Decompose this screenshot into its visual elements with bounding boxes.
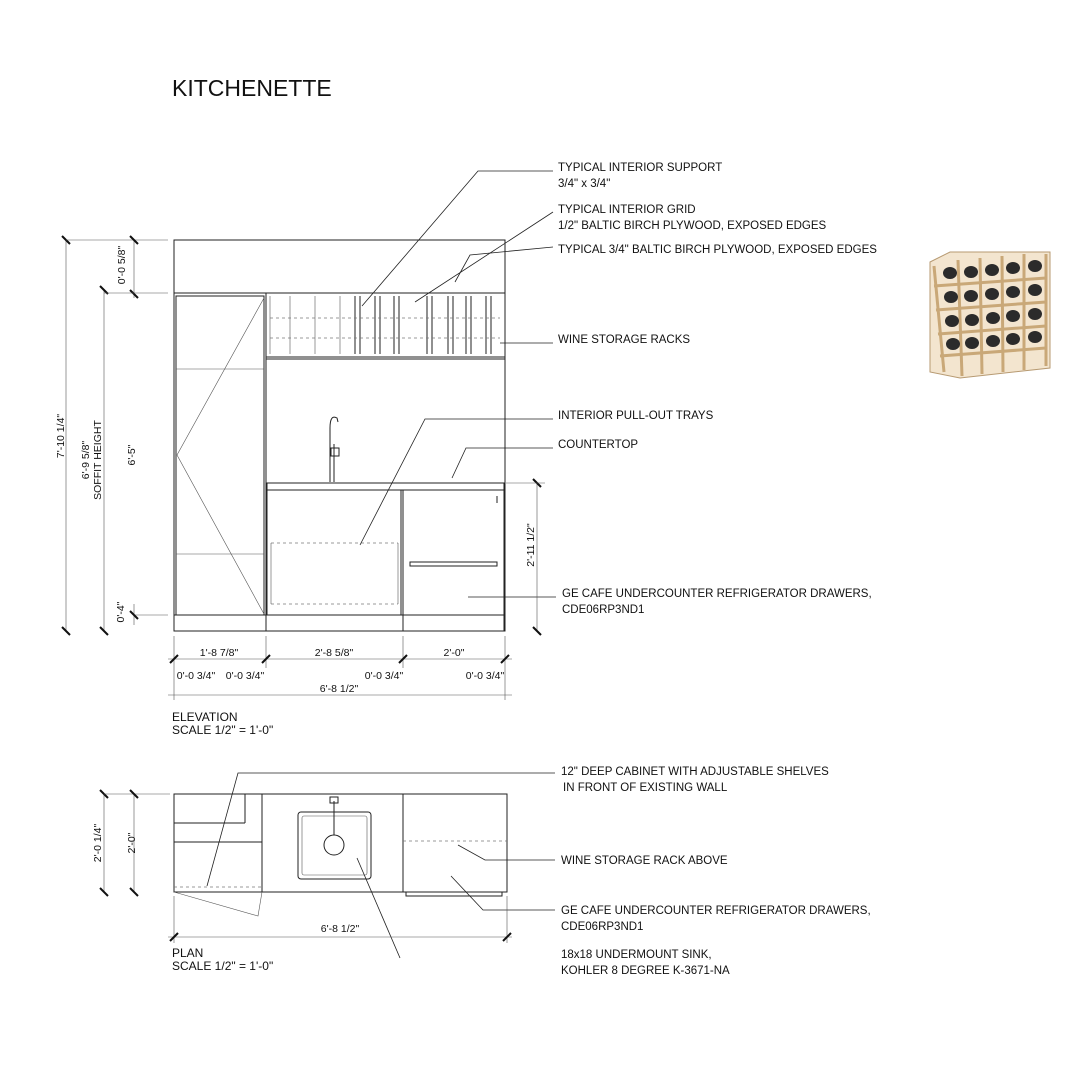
door-swing xyxy=(177,298,264,614)
sink-drain xyxy=(324,835,344,855)
wine-rack xyxy=(266,293,505,357)
dim-total-height: 7'-10 1/4" xyxy=(55,413,67,459)
dim-reveal-4: 0'-0 3/4" xyxy=(465,670,505,682)
note-plan-fridge-model: CDE06RP3ND1 xyxy=(561,921,644,933)
note-interior-grid-material: 1/2" BALTIC BIRCH PLYWOOD, EXPOSED EDGES xyxy=(558,220,827,232)
elevation-label: ELEVATION xyxy=(172,710,238,724)
plan-notes xyxy=(207,766,871,977)
note-countertop: COUNTERTOP xyxy=(558,439,639,451)
dim-total-width: 6'-8 1/2" xyxy=(319,683,359,695)
dim-width-left: 1'-8 7/8" xyxy=(199,647,239,659)
note-fridge-model: CDE06RP3ND1 xyxy=(562,604,645,616)
plan-outline xyxy=(174,794,507,892)
dim-counter-height: 2'-11 1/2" xyxy=(525,523,537,567)
dim-reveal-3: 0'-0 3/4" xyxy=(364,670,404,682)
dim-soffit-label: SOFFIT HEIGHT xyxy=(92,420,104,500)
fridge-drawers xyxy=(403,490,504,631)
note-fridge: GE CAFE UNDERCOUNTER REFRIGERATOR DRAWERS, xyxy=(562,588,872,600)
note-sink-model: KOHLER 8 DEGREE K-3671-NA xyxy=(561,965,730,977)
elevation-vertical-dims xyxy=(55,236,545,635)
dim-plan-width: 6'-8 1/2" xyxy=(320,923,360,935)
tall-cabinet xyxy=(176,296,264,615)
note-interior-support: TYPICAL INTERIOR SUPPORT xyxy=(558,162,723,174)
dim-plan-depth-inner: 2'-0" xyxy=(126,832,138,854)
dim-top-gap: 0'-0 5/8" xyxy=(116,245,128,285)
countertop xyxy=(267,483,504,490)
dim-reveal-2: 0'-0 3/4" xyxy=(225,670,265,682)
plan-drawing xyxy=(174,794,507,916)
elevation-scale: SCALE 1/2" = 1'-0" xyxy=(172,723,274,737)
note-plywood: TYPICAL 3/4" BALTIC BIRCH PLYWOOD, EXPOSED EDGES xyxy=(558,244,877,256)
dim-soffit-height: 6'-9 5/8" xyxy=(80,440,92,480)
elevation-notes xyxy=(360,162,877,616)
note-interior-grid: TYPICAL INTERIOR GRID xyxy=(558,204,696,216)
dim-width-right: 2'-0" xyxy=(443,647,465,659)
wine-rack-dividers xyxy=(270,296,500,354)
note-wine-racks: WINE STORAGE RACKS xyxy=(558,334,691,346)
note-deep-cabinet: 12" DEEP CABINET WITH ADJUSTABLE SHELVES xyxy=(561,766,829,778)
wine-rack-illustration xyxy=(930,252,1050,378)
note-pullout-trays: INTERIOR PULL-OUT TRAYS xyxy=(558,410,714,422)
elevation-drawing xyxy=(174,240,505,631)
dim-reveal-1: 0'-0 3/4" xyxy=(176,670,216,682)
sink-cabinet xyxy=(267,490,401,615)
note-plan-fridge: GE CAFE UNDERCOUNTER REFRIGERATOR DRAWERS, xyxy=(561,905,871,917)
dim-base: 0'-4" xyxy=(115,601,127,623)
page-title: KITCHENETTE xyxy=(172,75,332,101)
note-wine-rack-above: WINE STORAGE RACK ABOVE xyxy=(561,855,728,867)
note-existing-wall: IN FRONT OF EXISTING WALL xyxy=(563,782,728,794)
dim-width-middle: 2'-8 5/8" xyxy=(314,647,354,659)
plan-scale: SCALE 1/2" = 1'-0" xyxy=(172,959,274,973)
note-interior-support-size: 3/4" x 3/4" xyxy=(558,178,611,190)
plan-door-swing xyxy=(174,892,262,916)
plan-fridge-front xyxy=(406,892,502,896)
elevation-outline xyxy=(174,240,505,631)
note-sink: 18x18 UNDERMOUNT SINK, xyxy=(561,949,712,961)
dim-interior-height: 6'-5" xyxy=(126,444,138,466)
dim-plan-depth-outer: 2'-0 1/4" xyxy=(92,823,104,863)
elevation-horizontal-dims xyxy=(168,636,512,700)
drawer-handle xyxy=(410,562,497,566)
plan-label: PLAN xyxy=(172,946,204,960)
